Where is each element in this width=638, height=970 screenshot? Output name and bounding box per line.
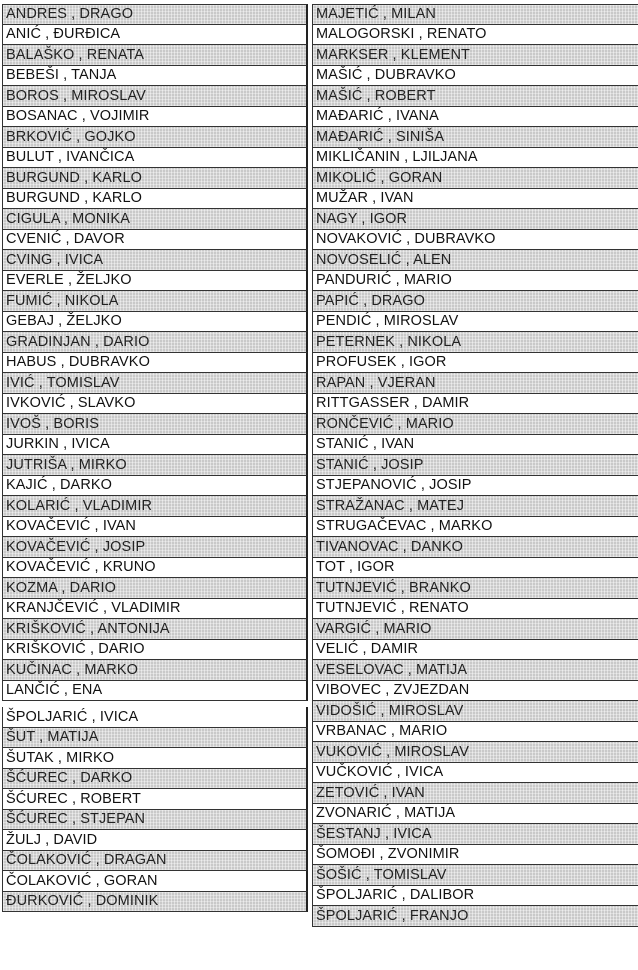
list-row — [312, 681, 638, 702]
list-row — [2, 619, 308, 640]
person-name: ČOLAKOVIĆ , GORAN — [6, 872, 158, 889]
list-row — [312, 435, 638, 456]
list-row — [2, 168, 308, 189]
list-row — [312, 865, 638, 886]
person-name: IVKOVIĆ , SLAVKO — [6, 395, 136, 412]
person-name: TUTNJEVIĆ , RENATO — [316, 600, 469, 617]
list-row — [312, 394, 638, 415]
person-name: BULUT , IVANČICA — [6, 149, 135, 166]
person-name: MAŠIĆ , DUBRAVKO — [316, 67, 456, 84]
person-name: VESELOVAC , MATIJA — [316, 661, 468, 678]
person-name: MUŽAR , IVAN — [316, 190, 414, 207]
list-row — [312, 558, 638, 579]
list-row — [312, 845, 638, 866]
person-name: KAJIĆ , DARKO — [6, 477, 113, 494]
person-name: ČOLAKOVIĆ , DRAGAN — [6, 852, 167, 869]
person-name: EVERLE , ŽELJKO — [6, 272, 132, 289]
list-row — [312, 332, 638, 353]
list-row — [312, 886, 638, 907]
list-row — [312, 373, 638, 394]
person-name: ŠUTAK , MIRKO — [6, 749, 115, 766]
person-name: STANIĆ , IVAN — [316, 436, 415, 453]
person-name: RONČEVIĆ , MARIO — [316, 415, 454, 432]
person-name: TIVANOVAC , DANKO — [316, 538, 463, 555]
list-row — [2, 517, 308, 538]
list-row — [312, 537, 638, 558]
list-row — [2, 892, 308, 913]
list-row — [2, 640, 308, 661]
person-name: KRIŠKOVIĆ , ANTONIJA — [6, 620, 170, 637]
person-name: MAĐARIĆ , IVANA — [316, 108, 439, 125]
person-name: KOLARIĆ , VLADIMIR — [6, 497, 153, 514]
person-name: KOZMA , DARIO — [6, 579, 117, 596]
list-row — [2, 312, 308, 333]
list-row — [312, 640, 638, 661]
list-row — [2, 830, 308, 851]
list-row — [2, 537, 308, 558]
person-name: VRBANAC , MARIO — [316, 723, 448, 740]
list-row — [2, 373, 308, 394]
person-name: PANDURIĆ , MARIO — [316, 272, 452, 289]
person-name: ŠĆUREC , ROBERT — [6, 790, 141, 807]
person-name: MALOGORSKI , RENATO — [316, 26, 487, 43]
list-row — [312, 455, 638, 476]
list-row — [2, 414, 308, 435]
list-row — [312, 4, 638, 25]
person-name: IVOŠ , BORIS — [6, 415, 100, 432]
person-name: VUKOVIĆ , MIROSLAV — [316, 743, 470, 760]
person-name: PROFUSEK , IGOR — [316, 354, 447, 371]
list-row — [312, 599, 638, 620]
person-name: TOT , IGOR — [316, 559, 395, 576]
person-name: NAGY , IGOR — [316, 210, 408, 227]
list-row — [312, 722, 638, 743]
list-row — [312, 271, 638, 292]
list-row — [312, 783, 638, 804]
person-name: ŠOMOĐI , ZVONIMIR — [316, 846, 460, 863]
person-name: PETERNEK , NIKOLA — [316, 333, 462, 350]
list-row — [2, 789, 308, 810]
list-row — [312, 701, 638, 722]
right-name-column — [312, 4, 638, 927]
person-name: CVENIĆ , DAVOR — [6, 231, 125, 248]
list-row — [312, 742, 638, 763]
list-row — [312, 312, 638, 333]
person-name: NOVOSELIĆ , ALEN — [316, 251, 452, 268]
person-name: MAJETIĆ , MILAN — [316, 6, 436, 23]
person-name: ŠPOLJARIĆ , FRANJO — [316, 907, 469, 924]
list-row — [312, 66, 638, 87]
person-name: KOVAČEVIĆ , IVAN — [6, 518, 136, 535]
list-row — [2, 558, 308, 579]
person-name: VARGIĆ , MARIO — [316, 620, 432, 637]
person-name: STJEPANOVIĆ , JOSIP — [316, 477, 472, 494]
person-name: ŠESTANJ , IVICA — [316, 825, 432, 842]
person-name: KUČINAC , MARKO — [6, 661, 139, 678]
person-name: BURGUND , KARLO — [6, 169, 143, 186]
left-name-column — [2, 4, 308, 912]
list-row — [312, 127, 638, 148]
person-name: ŠPOLJARIĆ , DALIBOR — [316, 887, 475, 904]
person-name: MAĐARIĆ , SINIŠA — [316, 128, 445, 145]
person-name: ŠPOLJARIĆ , IVICA — [6, 708, 139, 725]
person-name: KRANJČEVIĆ , VLADIMIR — [6, 600, 181, 617]
list-row — [2, 25, 308, 46]
list-row — [2, 851, 308, 872]
person-name: VIBOVEC , ZVJEZDAN — [316, 682, 470, 699]
list-row — [312, 107, 638, 128]
list-row — [2, 66, 308, 87]
list-row — [2, 107, 308, 128]
person-name: STRUGAČEVAC , MARKO — [316, 518, 493, 535]
person-name: JUTRIŠA , MIRKO — [6, 456, 127, 473]
list-row — [2, 291, 308, 312]
list-row — [312, 578, 638, 599]
person-name: ŠUT , MATIJA — [6, 729, 99, 746]
list-row — [312, 476, 638, 497]
person-name: ŠOŠIĆ , TOMISLAV — [316, 866, 447, 883]
list-row — [2, 189, 308, 210]
person-name: ĐURKOVIĆ , DOMINIK — [6, 893, 159, 910]
person-name: BALAŠKO , RENATA — [6, 46, 145, 63]
list-row — [2, 810, 308, 831]
person-name: ŠĆUREC , DARKO — [6, 770, 133, 787]
list-row — [2, 769, 308, 790]
list-row — [312, 168, 638, 189]
person-name: ŽULJ , DAVID — [6, 831, 98, 848]
person-name: BEBEŠI , TANJA — [6, 67, 117, 84]
list-row — [2, 871, 308, 892]
person-name: MAŠIĆ , ROBERT — [316, 87, 436, 104]
person-name: BOROS , MIROSLAV — [6, 87, 146, 104]
person-name: MIKLIČANIN , LJILJANA — [316, 149, 478, 166]
person-name: BOSANAC , VOJIMIR — [6, 108, 150, 125]
list-row — [312, 804, 638, 825]
list-row — [2, 148, 308, 169]
person-name: VIDOŠIĆ , MIROSLAV — [316, 702, 464, 719]
person-name: KOVAČEVIĆ , JOSIP — [6, 538, 146, 555]
list-row — [312, 906, 638, 927]
list-row — [2, 271, 308, 292]
list-row — [2, 599, 308, 620]
list-row — [2, 476, 308, 497]
list-row — [312, 353, 638, 374]
list-row — [2, 681, 308, 702]
list-row — [312, 414, 638, 435]
list-row — [312, 230, 638, 251]
list-row — [312, 619, 638, 640]
person-name: CIGULA , MONIKA — [6, 210, 130, 227]
person-name: ANDRES , DRAGO — [6, 6, 134, 23]
person-name: RAPAN , VJERAN — [316, 374, 436, 391]
person-name: BURGUND , KARLO — [6, 190, 143, 207]
person-name: BRKOVIĆ , GOJKO — [6, 128, 136, 145]
list-row — [312, 824, 638, 845]
person-name: IVIĆ , TOMISLAV — [6, 374, 120, 391]
person-name: ŠĆUREC , STJEPAN — [6, 811, 146, 828]
person-name: LANČIĆ , ENA — [6, 682, 103, 699]
list-row — [2, 578, 308, 599]
person-name: RITTGASSER , DAMIR — [316, 395, 470, 412]
list-row — [2, 332, 308, 353]
person-name: KOVAČEVIĆ , KRUNO — [6, 559, 156, 576]
person-name: VUČKOVIĆ , IVICA — [316, 764, 444, 781]
list-row — [2, 250, 308, 271]
list-row — [312, 148, 638, 169]
person-name: MARKSER , KLEMENT — [316, 46, 470, 63]
list-row — [2, 127, 308, 148]
list-row — [2, 230, 308, 251]
person-name: ANIĆ , ĐURĐICA — [6, 26, 121, 43]
list-row — [312, 189, 638, 210]
person-name: HABUS , DUBRAVKO — [6, 354, 150, 371]
list-row — [312, 25, 638, 46]
list-row — [2, 496, 308, 517]
person-name: MIKOLIĆ , GORAN — [316, 169, 443, 186]
list-row — [312, 496, 638, 517]
list-row — [312, 45, 638, 66]
person-name: NOVAKOVIĆ , DUBRAVKO — [316, 231, 496, 248]
person-name: GRADINJAN , DARIO — [6, 333, 150, 350]
list-row — [2, 728, 308, 749]
list-row — [312, 763, 638, 784]
list-row — [312, 660, 638, 681]
person-name: STANIĆ , JOSIP — [316, 456, 424, 473]
list-row — [2, 455, 308, 476]
person-name: CVING , IVICA — [6, 251, 104, 268]
person-name: VELIĆ , DAMIR — [316, 641, 419, 658]
person-name: ZETOVIĆ , IVAN — [316, 784, 425, 801]
list-row — [312, 517, 638, 538]
list-row — [2, 394, 308, 415]
list-row — [312, 291, 638, 312]
person-name: PENDIĆ , MIROSLAV — [316, 313, 459, 330]
list-row — [2, 4, 308, 25]
person-name: KRIŠKOVIĆ , DARIO — [6, 641, 145, 658]
person-name: JURKIN , IVICA — [6, 436, 110, 453]
list-row — [2, 86, 308, 107]
person-name: TUTNJEVIĆ , BRANKO — [316, 579, 471, 596]
list-row — [2, 209, 308, 230]
list-row — [2, 435, 308, 456]
list-row — [2, 353, 308, 374]
list-row — [2, 660, 308, 681]
list-row — [2, 707, 308, 728]
list-row — [2, 45, 308, 66]
person-name: STRAŽANAC , MATEJ — [316, 497, 465, 514]
person-name: FUMIĆ , NIKOLA — [6, 292, 119, 309]
person-name: ZVONARIĆ , MATIJA — [316, 805, 456, 822]
person-name: GEBAJ , ŽELJKO — [6, 313, 122, 330]
list-row — [312, 250, 638, 271]
person-name: PAPIĆ , DRAGO — [316, 292, 425, 309]
list-row — [2, 748, 308, 769]
list-row — [312, 86, 638, 107]
list-row — [312, 209, 638, 230]
